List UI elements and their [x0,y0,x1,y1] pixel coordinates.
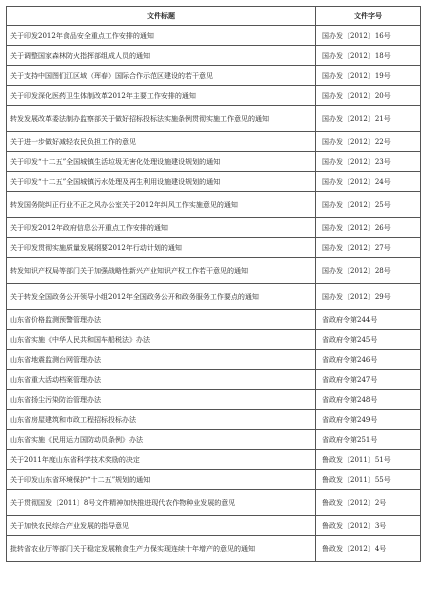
doc-title: 批转省农业厅等部门关于稳定发展粮食生产力保实现连续十年增产的意见的通知 [7,536,316,562]
document-page [6,6,420,595]
table-row [7,410,421,430]
table-row [7,218,421,238]
doc-number: 鲁政发〔2012〕3号 [316,516,421,536]
doc-number: 国办发〔2012〕21号 [316,106,421,132]
table-row [7,106,421,132]
doc-title: 关于支持中国图们江区域（珲春）国际合作示范区建设的若干意见 [7,66,316,86]
doc-number: 省政府令第244号 [316,310,421,330]
doc-title: 关于印发深化医药卫生体制改革2012年主要工作安排的通知 [7,86,316,106]
table-header-row [7,7,421,26]
doc-title: 关于印发山东省环境保护“十二五”规划的通知 [7,470,316,490]
table-row [7,536,421,562]
table-row [7,86,421,106]
doc-number: 省政府令第249号 [316,410,421,430]
doc-number: 国办发〔2012〕19号 [316,66,421,86]
table-row [7,152,421,172]
doc-title: 关于贯彻国发〔2011〕8号文件精神加快推进现代农作物种业发展的意见 [7,490,316,516]
doc-number: 国办发〔2012〕25号 [316,192,421,218]
doc-title: 关于印发2012年食品安全重点工作安排的通知 [7,26,316,46]
table-row [7,330,421,350]
table-row [7,46,421,66]
table-row [7,350,421,370]
doc-number: 鲁政发〔2011〕51号 [316,450,421,470]
table-row [7,238,421,258]
doc-title: 关于加快农民综合产业发展的指导意见 [7,516,316,536]
doc-number: 国办发〔2012〕29号 [316,284,421,310]
doc-title: 关于进一步做好减轻农民负担工作的意见 [7,132,316,152]
header-title: 文件标题 [7,7,316,26]
doc-title: 转发知识产权局等部门关于加强战略性新兴产业知识产权工作若干意见的通知 [7,258,316,284]
doc-title: 山东省地震监测台网管理办法 [7,350,316,370]
doc-number: 省政府令第251号 [316,430,421,450]
doc-number: 国办发〔2012〕16号 [316,26,421,46]
doc-title: 转发发展改革委法制办监察部关于做好招标投标法实施条例贯彻实施工作意见的通知 [7,106,316,132]
doc-number: 省政府令第247号 [316,370,421,390]
doc-number: 鲁政发〔2011〕55号 [316,470,421,490]
doc-number: 省政府令第246号 [316,350,421,370]
doc-number: 国办发〔2012〕20号 [316,86,421,106]
doc-number: 国办发〔2012〕27号 [316,238,421,258]
table-row [7,284,421,310]
doc-title: 山东省实施《民用运力国防动员条例》办法 [7,430,316,450]
doc-title: 山东省价格监测预警管理办法 [7,310,316,330]
doc-title: 山东省扬尘污染防治管理办法 [7,390,316,410]
table-row [7,172,421,192]
doc-title: 关于印发“十二五”全国城镇生活垃圾无害化处理设施建设规划的通知 [7,152,316,172]
doc-number: 国办发〔2012〕22号 [316,132,421,152]
doc-number: 国办发〔2012〕28号 [316,258,421,284]
table-row [7,26,421,46]
doc-number: 国办发〔2012〕26号 [316,218,421,238]
table-row [7,450,421,470]
header-number: 文件字号 [316,7,421,26]
table-row [7,192,421,218]
doc-number: 省政府令第248号 [316,390,421,410]
doc-title: 山东省实施《中华人民共和国车船税法》办法 [7,330,316,350]
doc-title: 关于印发2012年政府信息公开重点工作安排的通知 [7,218,316,238]
table-row [7,430,421,450]
table-row [7,470,421,490]
doc-number: 鲁政发〔2012〕4号 [316,536,421,562]
doc-title: 关于印发贯彻实施质量发展纲要2012年行动计划的通知 [7,238,316,258]
doc-number: 鲁政发〔2012〕2号 [316,490,421,516]
table-row [7,258,421,284]
doc-title: 关于2011年度山东省科学技术奖励的决定 [7,450,316,470]
table-row [7,490,421,516]
table-row [7,516,421,536]
doc-title: 关于印发“十二五”全国城镇污水处理及再生利用设施建设规划的通知 [7,172,316,192]
doc-title: 转发国务院纠正行业不正之风办公室关于2012年纠风工作实施意见的通知 [7,192,316,218]
table-row [7,310,421,330]
doc-title: 关于转发全国政务公开领导小组2012年全国政务公开和政务服务工作要点的通知 [7,284,316,310]
doc-number: 国办发〔2012〕23号 [316,152,421,172]
table-row [7,390,421,410]
doc-title: 关于调整国家森林防火指挥部组成人员的通知 [7,46,316,66]
table-row [7,132,421,152]
doc-number: 国办发〔2012〕24号 [316,172,421,192]
table-row [7,66,421,86]
document-table [6,6,421,562]
doc-title: 山东省重大活动档案管理办法 [7,370,316,390]
doc-number: 省政府令第245号 [316,330,421,350]
table-row [7,370,421,390]
doc-title: 山东省房屋建筑和市政工程招标投标办法 [7,410,316,430]
doc-number: 国办发〔2012〕18号 [316,46,421,66]
